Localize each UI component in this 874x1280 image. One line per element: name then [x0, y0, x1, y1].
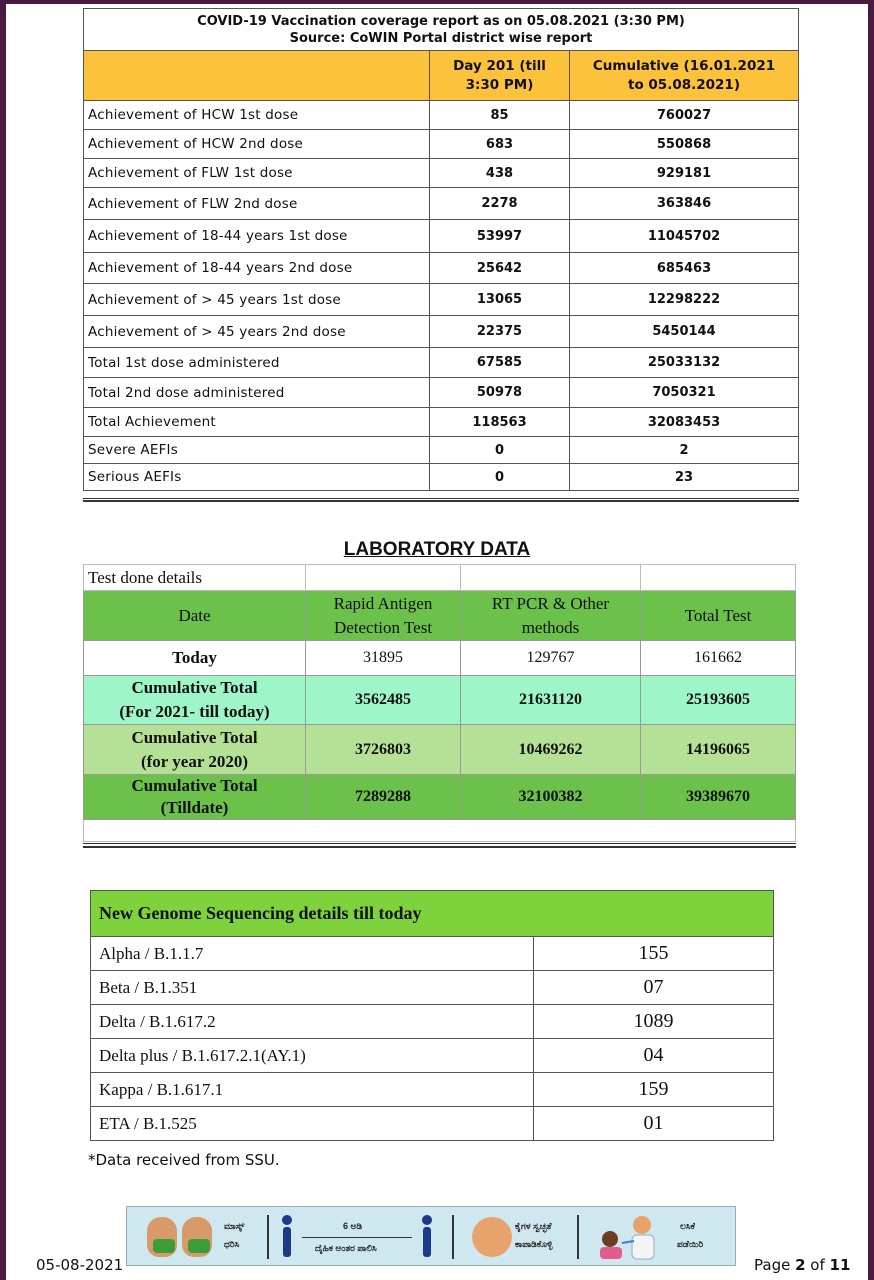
- lab-empty-cell: [84, 820, 796, 842]
- lab-header-total: Total Test: [641, 591, 796, 641]
- lab-row-label: Today: [84, 641, 306, 676]
- vaccination-row-label: Achievement of 18-44 years 2nd dose: [84, 253, 430, 284]
- vaccination-row: [84, 316, 799, 348]
- vaccination-row-day-value: 22375: [430, 316, 570, 348]
- genome-header-row: [91, 891, 774, 937]
- vaccination-row-label: Total Achievement: [84, 408, 430, 437]
- vaccination-row-cumulative-value: 23: [570, 464, 799, 491]
- masked-face-icon: [182, 1217, 212, 1257]
- vaccination-row-cumulative-value: 12298222: [570, 284, 799, 316]
- vaccination-row-day-value: 50978: [430, 378, 570, 408]
- vaccination-header-day-line1: Day 201 (till: [453, 57, 546, 74]
- lab-row-rapid: 31895: [306, 641, 461, 676]
- lab-row-rapid: 7289288: [306, 775, 461, 820]
- hand-text-1: ಕೈಗಳ ಸ್ವಚ್ಛತೆ: [515, 1221, 552, 1231]
- vaccination-row-label: Achievement of 18-44 years 1st dose: [84, 220, 430, 253]
- vaccination-header-blank: [84, 51, 430, 101]
- vaccination-row-label: Serious AEFIs: [84, 464, 430, 491]
- lab-row-cum-tilldate: [84, 775, 796, 820]
- vaccination-row-cumulative-value: 363846: [570, 188, 799, 220]
- lab-caption-empty: [641, 565, 796, 591]
- vaccination-row: [84, 348, 799, 378]
- vaccination-row: [84, 284, 799, 316]
- hand-wash-icon: [472, 1217, 512, 1257]
- genome-row: [91, 971, 774, 1005]
- genome-title: New Genome Sequencing details till today: [91, 891, 774, 937]
- genome-row: [91, 1107, 774, 1141]
- vaccination-doctor-icon: [592, 1213, 662, 1261]
- lab-caption-empty: [461, 565, 641, 591]
- lab-row-label-line1: Cumulative Total: [131, 678, 258, 697]
- vaccination-row-cumulative-value: 760027: [570, 101, 799, 130]
- page-of: of: [805, 1256, 830, 1274]
- genome-rows: [91, 937, 774, 1141]
- vaccination-header-cumulative: [570, 51, 799, 101]
- vaccination-table: [83, 8, 799, 491]
- vaccination-row-day-value: 0: [430, 437, 570, 464]
- genome-variant: Alpha / B.1.1.7: [91, 937, 534, 971]
- vaccination-row-label: Achievement of FLW 1st dose: [84, 159, 430, 188]
- vaccination-row-label: Achievement of HCW 1st dose: [84, 101, 430, 130]
- vaccination-row-day-value: 13065: [430, 284, 570, 316]
- lab-caption-row: [84, 565, 796, 591]
- footer-page-number: [754, 1256, 850, 1274]
- vaccination-header-cum-line2: to 05.08.2021): [627, 76, 740, 93]
- vaccination-row-cumulative-value: 929181: [570, 159, 799, 188]
- lab-row-total: 14196065: [641, 725, 796, 775]
- footer-date: 05-08-2021: [36, 1256, 124, 1274]
- lab-row-cum-2020: [84, 725, 796, 775]
- banner-separator: [267, 1215, 269, 1259]
- lab-row-rtpcr: 21631120: [461, 676, 641, 725]
- lab-row-total: 39389670: [641, 775, 796, 820]
- vaccination-row-label: Achievement of FLW 2nd dose: [84, 188, 430, 220]
- lab-row-label: [84, 775, 306, 820]
- lab-row-rtpcr: 10469262: [461, 725, 641, 775]
- vaccination-row: [84, 101, 799, 130]
- page-prefix: Page: [754, 1256, 796, 1274]
- lab-row-label-line1: Cumulative Total: [131, 727, 258, 747]
- person-icon: [282, 1215, 292, 1259]
- vaccination-row-cumulative-value: 2: [570, 437, 799, 464]
- vaccination-row: [84, 220, 799, 253]
- lab-caption: Test done details: [84, 565, 306, 591]
- vaccination-row: [84, 408, 799, 437]
- lab-header-date: Date: [84, 591, 306, 641]
- distance-text: ದೈಹಿಕ ಅಂತರ ಪಾಲಿಸಿ: [315, 1243, 377, 1253]
- genome-count: 1089: [534, 1005, 774, 1039]
- genome-variant: Beta / B.1.351: [91, 971, 534, 1005]
- mask-text-2: ಧರಿಸಿ: [224, 1239, 240, 1249]
- lab-header-row: [84, 591, 796, 641]
- lab-row-label: [84, 725, 306, 775]
- lab-header-rtpcr-line2: methods: [521, 617, 580, 637]
- genome-count: 01: [534, 1107, 774, 1141]
- vaccination-row-day-value: 438: [430, 159, 570, 188]
- lab-row-label-line1: Cumulative Total: [131, 776, 258, 795]
- vaccination-title: [84, 9, 799, 51]
- vaccination-row: [84, 378, 799, 408]
- genome-count: 159: [534, 1073, 774, 1107]
- banner-separator: [577, 1215, 579, 1259]
- lab-header-rapid-line2: Detection Test: [333, 617, 433, 637]
- lab-title: LABORATORY DATA: [343, 539, 531, 560]
- vaccination-row-label: Total 2nd dose administered: [84, 378, 430, 408]
- lab-header-rtpcr-line1: RT PCR & Other: [491, 593, 610, 613]
- vaccination-row-label: Achievement of > 45 years 1st dose: [84, 284, 430, 316]
- vaccination-row-label: Achievement of > 45 years 2nd dose: [84, 316, 430, 348]
- vaccination-row-day-value: 53997: [430, 220, 570, 253]
- vaccination-row: [84, 253, 799, 284]
- genome-count: 155: [534, 937, 774, 971]
- genome-variant: Delta plus / B.1.617.2.1(AY.1): [91, 1039, 534, 1073]
- lab-row-label-line2: (For 2021- till today): [119, 702, 270, 721]
- lab-table: [83, 564, 796, 842]
- lab-header-rtpcr: [461, 591, 641, 641]
- vaccination-row-cumulative-value: 11045702: [570, 220, 799, 253]
- report-page: [6, 4, 868, 1280]
- vaccination-row-cumulative-value: 550868: [570, 130, 799, 159]
- vaccine-text-2: ಪಡೆಯಿರಿ: [677, 1239, 704, 1249]
- lab-row-rapid: 3726803: [306, 725, 461, 775]
- data-source-note: *Data received from SSU.: [88, 1151, 280, 1169]
- lab-row-rtpcr: 129767: [461, 641, 641, 676]
- genome-variant: ETA / B.1.525: [91, 1107, 534, 1141]
- vaccination-row-cumulative-value: 32083453: [570, 408, 799, 437]
- page-total: 11: [829, 1256, 851, 1274]
- vaccination-row-cumulative-value: 685463: [570, 253, 799, 284]
- lab-header-rapid-line1: Rapid Antigen: [333, 593, 433, 613]
- vaccination-row-day-value: 2278: [430, 188, 570, 220]
- lab-row-rtpcr: 32100382: [461, 775, 641, 820]
- genome-table: [90, 890, 774, 1141]
- vaccination-row-day-value: 0: [430, 464, 570, 491]
- vaccination-header-row: [84, 51, 799, 101]
- lab-row-rapid: 3562485: [306, 676, 461, 725]
- vaccination-row-cumulative-value: 5450144: [570, 316, 799, 348]
- vaccination-bottom-rule: [83, 498, 799, 502]
- vaccination-row: [84, 464, 799, 491]
- vaccination-row-day-value: 67585: [430, 348, 570, 378]
- lab-row-today: [84, 641, 796, 676]
- lab-row-total: 25193605: [641, 676, 796, 725]
- vaccination-row-label: Severe AEFIs: [84, 437, 430, 464]
- genome-count: 04: [534, 1039, 774, 1073]
- vaccination-row: [84, 159, 799, 188]
- genome-count: 07: [534, 971, 774, 1005]
- lab-header-rapid: [306, 591, 461, 641]
- vaccination-row-day-value: 683: [430, 130, 570, 159]
- vaccination-header-cum-line1: Cumulative (16.01.2021: [592, 57, 776, 74]
- genome-row: [91, 1039, 774, 1073]
- vaccination-row-label: Achievement of HCW 2nd dose: [84, 130, 430, 159]
- vaccination-row-day-value: 85: [430, 101, 570, 130]
- banner-separator: [452, 1215, 454, 1259]
- genome-variant: Kappa / B.1.617.1: [91, 1073, 534, 1107]
- mask-text-1: ಮಾಸ್ಕ್: [224, 1221, 245, 1231]
- page-current: 2: [795, 1256, 806, 1274]
- vaccination-row-day-value: 118563: [430, 408, 570, 437]
- vaccination-row: [84, 130, 799, 159]
- distance-arrow-icon: [302, 1237, 412, 1238]
- person-icon: [422, 1215, 432, 1259]
- lab-row-label-line2: (for year 2020): [140, 751, 248, 771]
- vaccination-row: [84, 437, 799, 464]
- genome-variant: Delta / B.1.617.2: [91, 1005, 534, 1039]
- vaccination-row-cumulative-value: 7050321: [570, 378, 799, 408]
- hand-text-2: ಕಾಪಾಡಿಕೊಳ್ಳಿ: [515, 1239, 553, 1249]
- covid-appropriate-behaviour-banner: [126, 1206, 736, 1266]
- lab-row-label-line2: (Tilldate): [160, 798, 229, 817]
- lab-caption-empty: [306, 565, 461, 591]
- vaccination-header-day: [430, 51, 570, 101]
- genome-row: [91, 1073, 774, 1107]
- genome-row: [91, 1005, 774, 1039]
- vaccination-row-day-value: 25642: [430, 253, 570, 284]
- lab-row-total: 161662: [641, 641, 796, 676]
- vaccination-row-cumulative-value: 25033132: [570, 348, 799, 378]
- vaccination-rows: [84, 101, 799, 491]
- vaccination-header-day-line2: 3:30 PM): [465, 76, 534, 93]
- vaccination-row-label: Total 1st dose administered: [84, 348, 430, 378]
- vaccination-title-line1: COVID-19 Vaccination coverage report as on 05.08.2021 (3:30 PM): [197, 13, 685, 29]
- lab-row-label: [84, 676, 306, 725]
- vaccine-text-1: ಲಸಿಕೆ: [680, 1221, 696, 1231]
- genome-row: [91, 937, 774, 971]
- vaccination-title-line2: Source: CoWIN Portal district wise report: [289, 30, 593, 46]
- lab-bottom-rule: [83, 843, 796, 848]
- vaccination-row: [84, 188, 799, 220]
- lab-empty-row: [84, 820, 796, 842]
- lab-row-cum-2021: [84, 676, 796, 725]
- distance-value: 6 ಅಡಿ: [343, 1221, 363, 1231]
- masked-face-icon: [147, 1217, 177, 1257]
